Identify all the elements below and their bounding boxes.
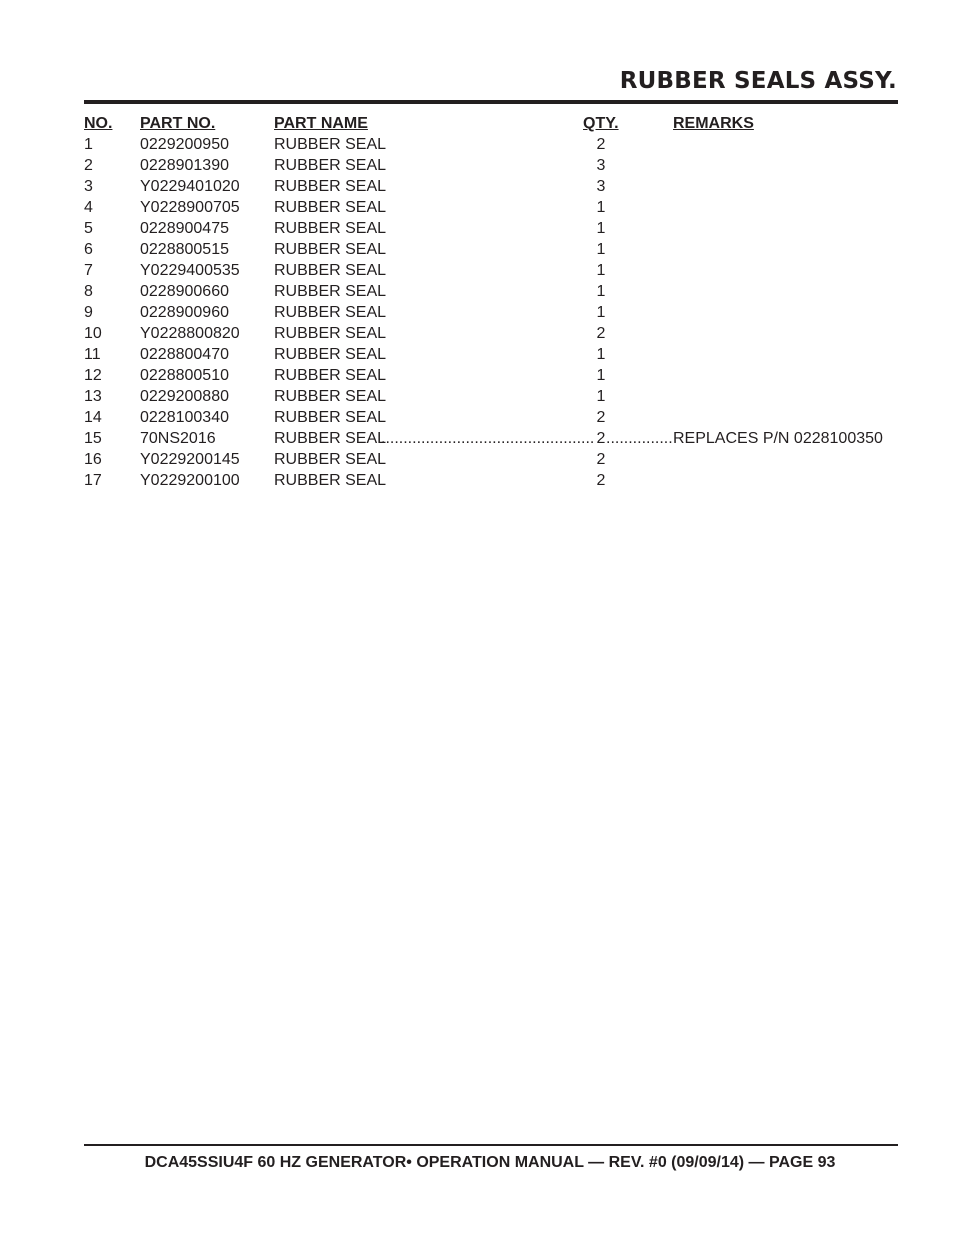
row-part-name: RUBBER SEAL — [274, 409, 387, 426]
row-part-name: RUBBER SEAL — [274, 199, 387, 216]
row-part-no: 0229200880 — [140, 388, 229, 405]
row-part-no: Y0229400535 — [140, 262, 240, 279]
row-part-name: RUBBER SEAL — [274, 346, 387, 363]
row-qty: 3 — [596, 178, 606, 195]
header-no: NO. — [84, 115, 113, 132]
row-part-no: 0228900960 — [140, 304, 229, 321]
table-row — [84, 176, 898, 197]
row-qty: 1 — [596, 220, 606, 237]
row-qty: 3 — [596, 157, 606, 174]
row-no: 12 — [84, 367, 102, 384]
dot-leader — [381, 428, 595, 449]
table-row — [84, 218, 898, 239]
header-part-name: PART NAME — [274, 115, 368, 132]
table-row — [84, 323, 898, 344]
table-row — [84, 407, 898, 428]
row-no: 15 — [84, 430, 102, 447]
header-part-no: PART NO. — [140, 115, 216, 132]
table-row — [84, 470, 898, 491]
row-part-no: 0228900475 — [140, 220, 229, 237]
row-part-name: RUBBER SEAL — [274, 472, 387, 489]
page-title: RUBBER SEALS ASSY. — [619, 68, 897, 94]
row-part-no: 0228800470 — [140, 346, 229, 363]
table-header-row — [84, 113, 898, 134]
header-qty: QTY. — [583, 115, 619, 132]
row-part-name: RUBBER SEAL — [274, 451, 387, 468]
row-no: 5 — [84, 220, 93, 237]
table-row — [84, 302, 898, 323]
row-part-name: RUBBER SEAL — [274, 136, 387, 153]
row-part-no: 0228901390 — [140, 157, 229, 174]
row-no: 14 — [84, 409, 102, 426]
row-qty: 1 — [596, 304, 606, 321]
row-part-name: RUBBER SEAL — [274, 262, 387, 279]
table-body — [84, 134, 898, 491]
row-part-name: RUBBER SEAL — [274, 430, 387, 447]
table-row — [84, 365, 898, 386]
row-no: 9 — [84, 304, 93, 321]
table-row — [84, 344, 898, 365]
row-qty: 1 — [596, 346, 606, 363]
table-row — [84, 239, 898, 260]
row-part-name: RUBBER SEAL — [274, 157, 387, 174]
row-part-name: RUBBER SEAL — [274, 388, 387, 405]
table-row — [84, 134, 898, 155]
row-qty: 2 — [596, 451, 606, 468]
table-row — [84, 386, 898, 407]
row-remarks: REPLACES P/N 0228100350 — [673, 430, 883, 447]
row-no: 6 — [84, 241, 93, 258]
row-qty: 1 — [596, 367, 606, 384]
table-row — [84, 260, 898, 281]
row-part-no: 0228800510 — [140, 367, 229, 384]
row-qty: 2 — [596, 325, 606, 342]
row-no: 7 — [84, 262, 93, 279]
row-no: 3 — [84, 178, 93, 195]
row-qty: 2 — [596, 409, 606, 426]
row-part-name: RUBBER SEAL — [274, 283, 387, 300]
row-part-no: 0229200950 — [140, 136, 229, 153]
row-qty: 1 — [596, 283, 606, 300]
row-no: 16 — [84, 451, 102, 468]
footer-divider — [84, 1144, 898, 1146]
row-no: 4 — [84, 199, 93, 216]
row-part-no: Y0228800820 — [140, 325, 240, 342]
row-no: 10 — [84, 325, 102, 342]
row-part-no: Y0229200145 — [140, 451, 240, 468]
row-part-no: 0228800515 — [140, 241, 229, 258]
row-no: 13 — [84, 388, 102, 405]
row-part-name: RUBBER SEAL — [274, 178, 387, 195]
title-divider — [84, 100, 898, 104]
row-part-name: RUBBER SEAL — [274, 241, 387, 258]
row-part-no: 70NS2016 — [140, 430, 216, 447]
row-part-no: 0228100340 — [140, 409, 229, 426]
row-part-name: RUBBER SEAL — [274, 304, 387, 321]
row-qty: 1 — [596, 241, 606, 258]
row-no: 8 — [84, 283, 93, 300]
row-part-no: Y0228900705 — [140, 199, 240, 216]
dot-leader — [606, 428, 673, 449]
row-no: 1 — [84, 136, 93, 153]
row-no: 17 — [84, 472, 102, 489]
row-qty: 2 — [596, 136, 606, 153]
row-part-name: RUBBER SEAL — [274, 325, 387, 342]
row-qty: 2 — [596, 430, 606, 447]
row-qty: 1 — [596, 262, 606, 279]
row-part-no: 0228900660 — [140, 283, 229, 300]
page-footer: DCA45SSIU4F 60 HZ GENERATOR• OPERATION MANUAL — REV. #0 (09/09/14) — PAGE 93 — [144, 1154, 836, 1171]
row-no: 11 — [84, 346, 101, 363]
row-part-name: RUBBER SEAL — [274, 367, 387, 384]
row-no: 2 — [84, 157, 93, 174]
row-part-no: Y0229200100 — [140, 472, 240, 489]
table-row — [84, 281, 898, 302]
header-remarks: REMARKS — [673, 115, 754, 132]
row-qty: 1 — [596, 388, 606, 405]
row-part-name: RUBBER SEAL — [274, 220, 387, 237]
row-part-no: Y0229401020 — [140, 178, 240, 195]
row-qty: 2 — [596, 472, 606, 489]
table-row — [84, 428, 898, 449]
table-row — [84, 197, 898, 218]
table-row — [84, 155, 898, 176]
row-qty: 1 — [596, 199, 606, 216]
parts-table — [84, 113, 898, 491]
table-row — [84, 449, 898, 470]
